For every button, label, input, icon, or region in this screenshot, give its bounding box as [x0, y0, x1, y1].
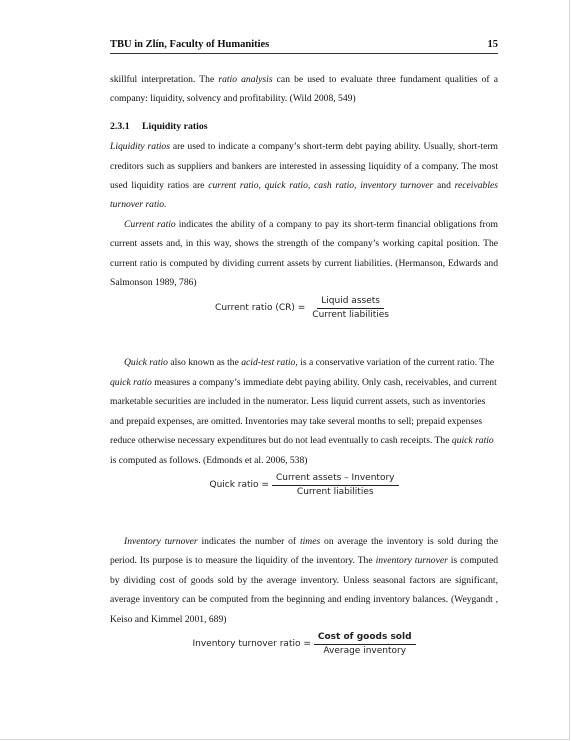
formula-current-ratio	[110, 296, 498, 321]
italic-run: quick ratio	[110, 376, 152, 388]
text-run: skillful interpretation. The	[110, 74, 219, 85]
formula-denominator: Current liabilities	[296, 486, 374, 497]
paragraph-inventory-turnover	[110, 532, 498, 629]
text-run: are used to indicate a company’s short-term debt paying ability. Usually, short-term creditors such as suppliers and bankers are interested in assessing liquidity of a company. The most used liquidity ratios are	[110, 141, 498, 192]
formula-lhs: Current ratio (CR) =	[215, 303, 306, 314]
page-body	[110, 70, 498, 657]
formula-fraction	[272, 473, 399, 498]
formula-lhs: Quick ratio =	[209, 479, 269, 490]
text-run: is computed by dividing cost of goods sold by the average inventory. Unless seasonal factors are significant, average inventory can be computed from the beginning and ending inventory balances. (Weygandt , Keiso and Kimmel 2001, 689)	[110, 555, 498, 625]
paragraph-quick-ratio	[110, 353, 498, 469]
text-run: indicates the number of	[197, 535, 300, 547]
formula-lhs: Inventory turnover ratio =	[192, 638, 311, 649]
section-number: 2.3.1	[110, 120, 130, 132]
italic-run: Inventory turnover	[124, 535, 198, 547]
formula-quick-ratio	[110, 473, 498, 498]
formula-denominator: Current liabilities	[312, 310, 389, 321]
paragraph-liquidity-ratios	[110, 137, 498, 215]
text-run: and	[433, 180, 455, 192]
text-run: indicates the ability of a company to pay its short-term financial obligations from current assets and, in this way, shows the strength of the company’s working capital position. The current ratio is computed by dividing current assets by current liabilities. (Hermanson, Edwards and Salmonson 1989, 786)	[110, 218, 498, 289]
formula-fraction	[314, 632, 416, 657]
formula-fraction	[308, 296, 393, 321]
formula-numerator: Cost of goods sold	[314, 632, 416, 645]
italic-run: Liquidity ratios	[110, 141, 170, 153]
section-title: Liquidity ratios	[142, 120, 208, 132]
italic-run: ratio analysis	[218, 74, 273, 85]
text-run: can be used to evaluate three fundament qualities of a company: liquidity, solvency and profitability. (Wild 2008, 549)	[110, 74, 498, 105]
formula-numerator: Current assets – Inventory	[272, 473, 399, 486]
italic-run: quick ratio	[451, 435, 494, 447]
italic-run: times	[299, 535, 321, 547]
text-run: is a conservative variation of the current ratio. The	[297, 357, 495, 369]
text-run: also known as the	[167, 357, 242, 369]
formula-numerator: Liquid assets	[317, 296, 384, 309]
page-number: 15	[487, 39, 498, 50]
paragraph-intro	[110, 70, 498, 109]
italic-run: Quick ratio	[124, 357, 168, 369]
text-run: is computed as follows. (Edmonds et al. 2006, 538)	[110, 454, 308, 466]
section-heading	[110, 117, 498, 136]
italic-run: receivables turnover ratio.	[110, 180, 498, 211]
text-run: on average the inventory is sold during the period. Its purpose is to measure the liquidity of the inventory. The	[110, 535, 498, 567]
italic-run: acid-test ratio,	[241, 357, 298, 369]
running-header	[110, 39, 498, 54]
text-run: measures a company’s immediate debt paying ability. Only cash, receivables, and current marketable securities are included in the numerator. Less liquid current assets, such as inventories and prepaid expenses, are omitted. Inventories may take several months to sell; prepaid expenses reduce otherwise necessary expenditures but do not lead eventually to cash receipts. The	[110, 376, 497, 447]
italic-run: current ratio, quick ratio, cash ratio, inventory turnover	[208, 180, 434, 192]
italic-run: Current ratio	[124, 218, 176, 230]
header-title: TBU in Zlín, Faculty of Humanities	[110, 39, 270, 50]
formula-denominator: Average inventory	[323, 645, 407, 656]
formula-inventory-turnover	[110, 632, 498, 657]
italic-run: inventory turnover	[375, 555, 448, 567]
paragraph-current-ratio	[110, 215, 498, 293]
